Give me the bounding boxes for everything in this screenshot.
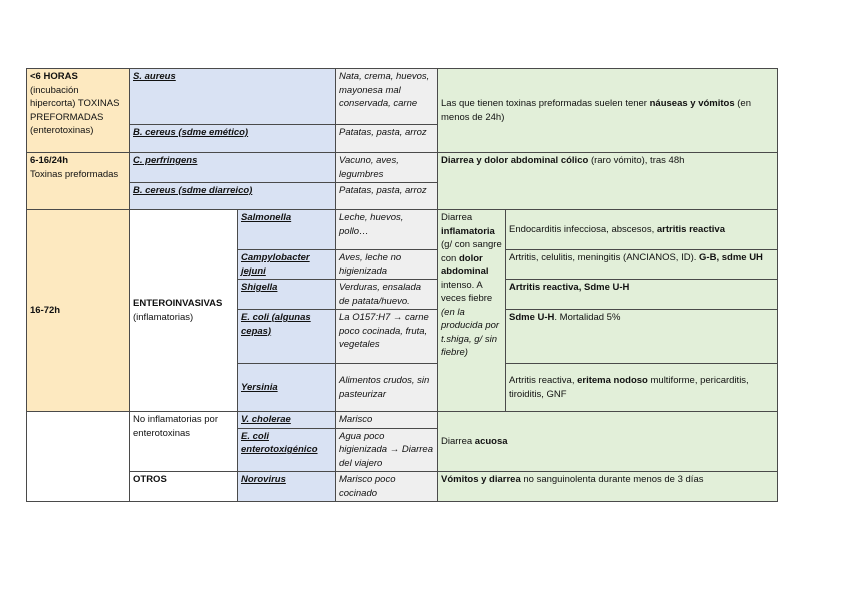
comp-bold: eritema nodoso xyxy=(577,375,648,386)
food-label: Verduras, ensalada de patata/huevo. xyxy=(339,282,422,307)
food-cell xyxy=(336,125,438,153)
comp-text: Artritis reactiva, xyxy=(509,375,575,386)
complication-cell xyxy=(506,250,778,280)
type-label: ENTEROINVASIVAS xyxy=(133,298,223,309)
food-poisoning-table xyxy=(26,68,778,502)
desc-text: intenso. A veces fiebre xyxy=(441,279,493,304)
time-cell-6-24h xyxy=(27,153,130,210)
food-label: Nata, crema, huevos, mayonesa mal conservada, carne xyxy=(339,71,430,109)
desc-bold: dolor abdominal xyxy=(441,252,489,277)
desc-bold: inflamatoria xyxy=(441,225,495,237)
food-cell xyxy=(336,210,438,250)
food-cell xyxy=(336,364,438,412)
agent-cell xyxy=(238,412,336,429)
agent-label: E. coli enterotoxigénico xyxy=(241,430,318,455)
note-bold: acuosa xyxy=(474,435,508,447)
agent-label: C. perfringens xyxy=(133,155,198,166)
agent-cell xyxy=(130,69,336,125)
food-cell xyxy=(336,280,438,310)
note-end: (en menos de 24h) xyxy=(441,98,751,123)
comp-bold: Sdme U-H xyxy=(509,312,555,323)
food-label: Patatas, pasta, arroz xyxy=(339,185,427,196)
time-cell-empty xyxy=(27,412,130,502)
agent-label: Norovirus xyxy=(241,474,286,485)
time-label: 6-16/24h xyxy=(30,155,69,166)
food-label: Aves, leche no higienizada xyxy=(339,252,402,277)
desc-text: (g/ con sangre con xyxy=(441,239,502,264)
food-label: Marisco xyxy=(339,414,373,425)
note-cell xyxy=(438,472,778,502)
complication-cell xyxy=(506,280,778,310)
food-label: Leche, huevos, pollo… xyxy=(339,212,404,237)
food-label: Marisco poco cocinado xyxy=(339,474,396,499)
agent-label: B. cereus (sdme emético) xyxy=(133,127,249,138)
food-cell xyxy=(336,69,438,125)
food-cell xyxy=(336,183,438,210)
agent-cell xyxy=(130,153,336,183)
note-bold: náuseas y vómitos xyxy=(649,98,735,109)
note-cell xyxy=(438,412,778,472)
agent-cell xyxy=(238,428,336,472)
agent-label: B. cereus (sdme diarreico) xyxy=(133,185,253,196)
invasive-desc-cell xyxy=(438,210,506,412)
note-bold: Vómitos y diarrea xyxy=(441,474,521,485)
food-label: Patatas, pasta, arroz xyxy=(339,127,427,138)
food-cell xyxy=(336,428,438,472)
agent-cell xyxy=(238,364,336,412)
agent-cell xyxy=(238,472,336,502)
note-cell xyxy=(438,69,778,153)
time-cell-16-72h xyxy=(27,210,130,412)
note-text: Las que tienen toxinas preformadas suelen tener xyxy=(441,98,647,109)
food-label: Agua poco higienizada → Diarrea del viajero xyxy=(339,430,433,469)
note-end: (raro vómito), tras 48h xyxy=(590,155,685,166)
food-label: Vacuno, aves, legumbres xyxy=(339,155,399,180)
agent-label: Shigella xyxy=(241,282,278,293)
agent-label: Salmonella xyxy=(241,212,292,223)
agent-label: S. aureus xyxy=(133,71,176,82)
food-label: La O157:H7 → carne poco cocinada, fruta, vegetales xyxy=(339,312,429,350)
desc-text: Diarrea xyxy=(441,212,473,223)
time-cell-under-6h xyxy=(27,69,130,153)
note-text: no sanguinolenta durante menos de 3 días xyxy=(523,474,704,485)
type-sub: (inflamatorias) xyxy=(133,311,194,323)
note-bold: Diarrea y dolor abdominal cólico xyxy=(441,155,589,166)
type-cell-invasive xyxy=(130,210,238,412)
agent-cell xyxy=(238,280,336,310)
agent-cell xyxy=(238,250,336,280)
agent-label: Campylobacter jejuni xyxy=(241,252,310,277)
type-label: No inflamatorias por enterotoxinas xyxy=(133,414,219,439)
comp-bold: artritis reactiva xyxy=(656,223,725,235)
comp-text: multiforme, pericarditis, tiroiditis, GNF xyxy=(509,375,749,400)
note-text: Diarrea xyxy=(441,435,473,447)
time-label: 16-72h xyxy=(30,304,61,316)
agent-cell xyxy=(130,125,336,153)
comp-text: . Mortalidad 5% xyxy=(554,312,621,323)
comp-bold: Artritis reactiva, Sdme U-H xyxy=(509,282,630,293)
time-label: <6 HORAS xyxy=(30,71,78,82)
food-cell xyxy=(336,250,438,280)
agent-cell xyxy=(130,183,336,210)
agent-label: V. cholerae xyxy=(241,414,291,425)
food-cell xyxy=(336,153,438,183)
complication-cell xyxy=(506,310,778,364)
food-cell xyxy=(336,310,438,364)
food-label: Alimentos crudos, sin pasteurizar xyxy=(339,375,430,400)
complication-cell xyxy=(506,364,778,412)
type-cell-other xyxy=(130,472,238,502)
food-cell xyxy=(336,472,438,502)
agent-cell xyxy=(238,210,336,250)
note-cell xyxy=(438,153,778,210)
desc-italic: (en la producida por t.shiga, g/ sin fiebre) xyxy=(441,306,500,358)
time-sub: Toxinas preformadas xyxy=(30,168,119,180)
agent-label: Yersinia xyxy=(241,381,278,393)
type-label: OTROS xyxy=(133,474,167,485)
complication-cell xyxy=(506,210,778,250)
comp-text: Endocarditis infecciosa, abscesos, xyxy=(509,223,655,235)
food-cell xyxy=(336,412,438,429)
agent-label: E. coli (algunas cepas) xyxy=(241,312,311,337)
comp-text: Artritis, celulitis, meningitis (ANCIANOS, ID). xyxy=(509,252,697,263)
time-sub: (incubación hipercorta) TOXINAS PREFORMADAS (enterotoxinas) xyxy=(30,84,120,136)
agent-cell xyxy=(238,310,336,364)
comp-bold: G-B, sdme UH xyxy=(699,252,763,263)
type-cell-noninflammatory xyxy=(130,412,238,472)
